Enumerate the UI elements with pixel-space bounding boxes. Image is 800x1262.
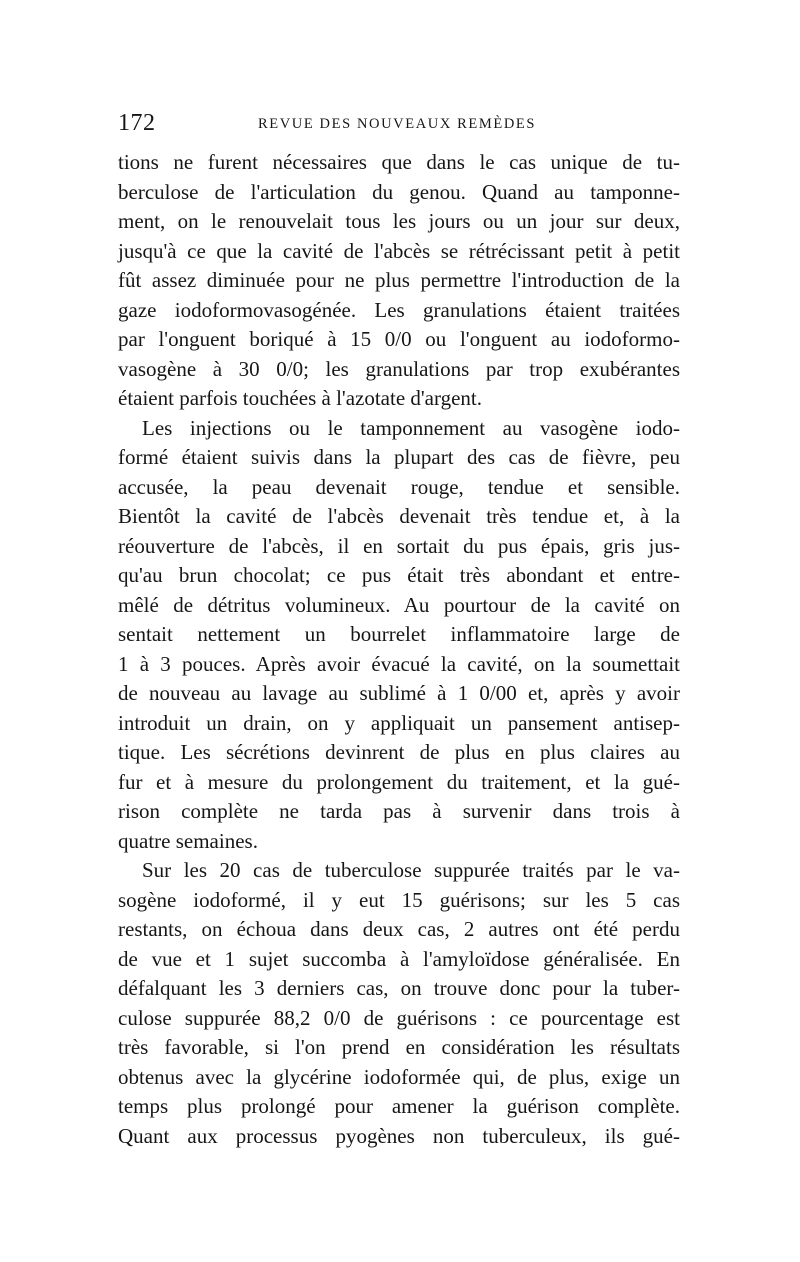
running-title: REVUE DES NOUVEAUX REMÈDES: [258, 116, 537, 132]
text-line: fur et à mesure du prolongement du traitement, et la gué-: [118, 769, 680, 794]
text-line: sogène iodoformé, il y eut 15 guérisons; sur les 5 cas: [118, 887, 680, 912]
text-line: de nouveau au lavage au sublimé à 1 0/00 et, après y avoir: [118, 681, 680, 705]
text-line: obtenus avec la glycérine iodoformée qui, de plus, exige un: [118, 1064, 680, 1089]
text-line: temps plus prolongé pour amener la guérison complète.: [118, 1094, 680, 1118]
text-line: quatre semaines.: [118, 828, 258, 853]
text-line: accusée, la peau devenait rouge, tendue et sensible.: [118, 474, 680, 499]
text-line: introduit un drain, on y appliquait un pansement antisep-: [118, 710, 680, 735]
text-line: fût assez diminuée pour ne plus permettre l'introduction de la: [118, 268, 680, 292]
text-line: étaient parfois touchées à l'azotate d'argent.: [118, 386, 483, 410]
text-line: berculose de l'articulation du genou. Quand au tamponne-: [118, 179, 680, 204]
text-line: tique. Les sécrétions devinrent de plus en plus claires au: [118, 740, 680, 764]
text-line: Les injections ou le tamponnement au vasogène iodo-: [142, 415, 680, 440]
text-line: formé étaient suivis dans la plupart des cas de fièvre, peu: [118, 445, 680, 469]
text-line: par l'onguent boriqué à 15 0/0 ou l'onguent au iodoformo-: [118, 327, 680, 351]
text-line: défalquant les 3 derniers cas, on trouve donc pour la tuber-: [118, 976, 680, 1000]
page-number: 172: [118, 110, 156, 136]
text-line: culose suppurée 88,2 0/0 de guérisons : ce pourcentage est: [118, 1005, 680, 1030]
text-line: mêlé de détritus volumineux. Au pourtour de la cavité on: [118, 592, 680, 617]
text-line: réouverture de l'abcès, il en sortait du pus épais, gris jus-: [118, 533, 680, 558]
text-line: de vue et 1 sujet succomba à l'amyloïdose généralisée. En: [118, 946, 680, 971]
text-line: très favorable, si l'on prend en considération les résultats: [118, 1035, 680, 1059]
text-line: rison complète ne tarda pas à survenir dans trois à: [118, 799, 680, 823]
text-line: ment, on le renouvelait tous les jours ou un jour sur deux,: [118, 209, 680, 233]
text-line: Bientôt la cavité de l'abcès devenait très tendue et, à la: [118, 504, 680, 528]
body-text: [118, 148, 680, 1151]
text-line: vasogène à 30 0/0; les granulations par trop exubérantes: [118, 356, 680, 381]
text-line: tions ne furent nécessaires que dans le cas unique de tu-: [118, 150, 680, 174]
text-line: 1 à 3 pouces. Après avoir évacué la cavité, on la soumettait: [118, 651, 680, 676]
text-line: sentait nettement un bourrelet inflammatoire large de: [118, 622, 680, 646]
text-line: Sur les 20 cas de tuberculose suppurée traités par le va-: [142, 858, 680, 882]
running-header: [118, 100, 680, 140]
text-line: gaze iodoformovasogénée. Les granulations étaient traitées: [118, 297, 680, 322]
text-line: restants, on échoua dans deux cas, 2 autres ont été perdu: [118, 917, 680, 941]
text-line: Quant aux processus pyogènes non tuberculeux, ils gué-: [118, 1123, 680, 1148]
text-line: qu'au brun chocolat; ce pus était très abondant et entre-: [118, 563, 680, 587]
text-line: jusqu'à ce que la cavité de l'abcès se rétrécissant petit à petit: [118, 238, 680, 263]
